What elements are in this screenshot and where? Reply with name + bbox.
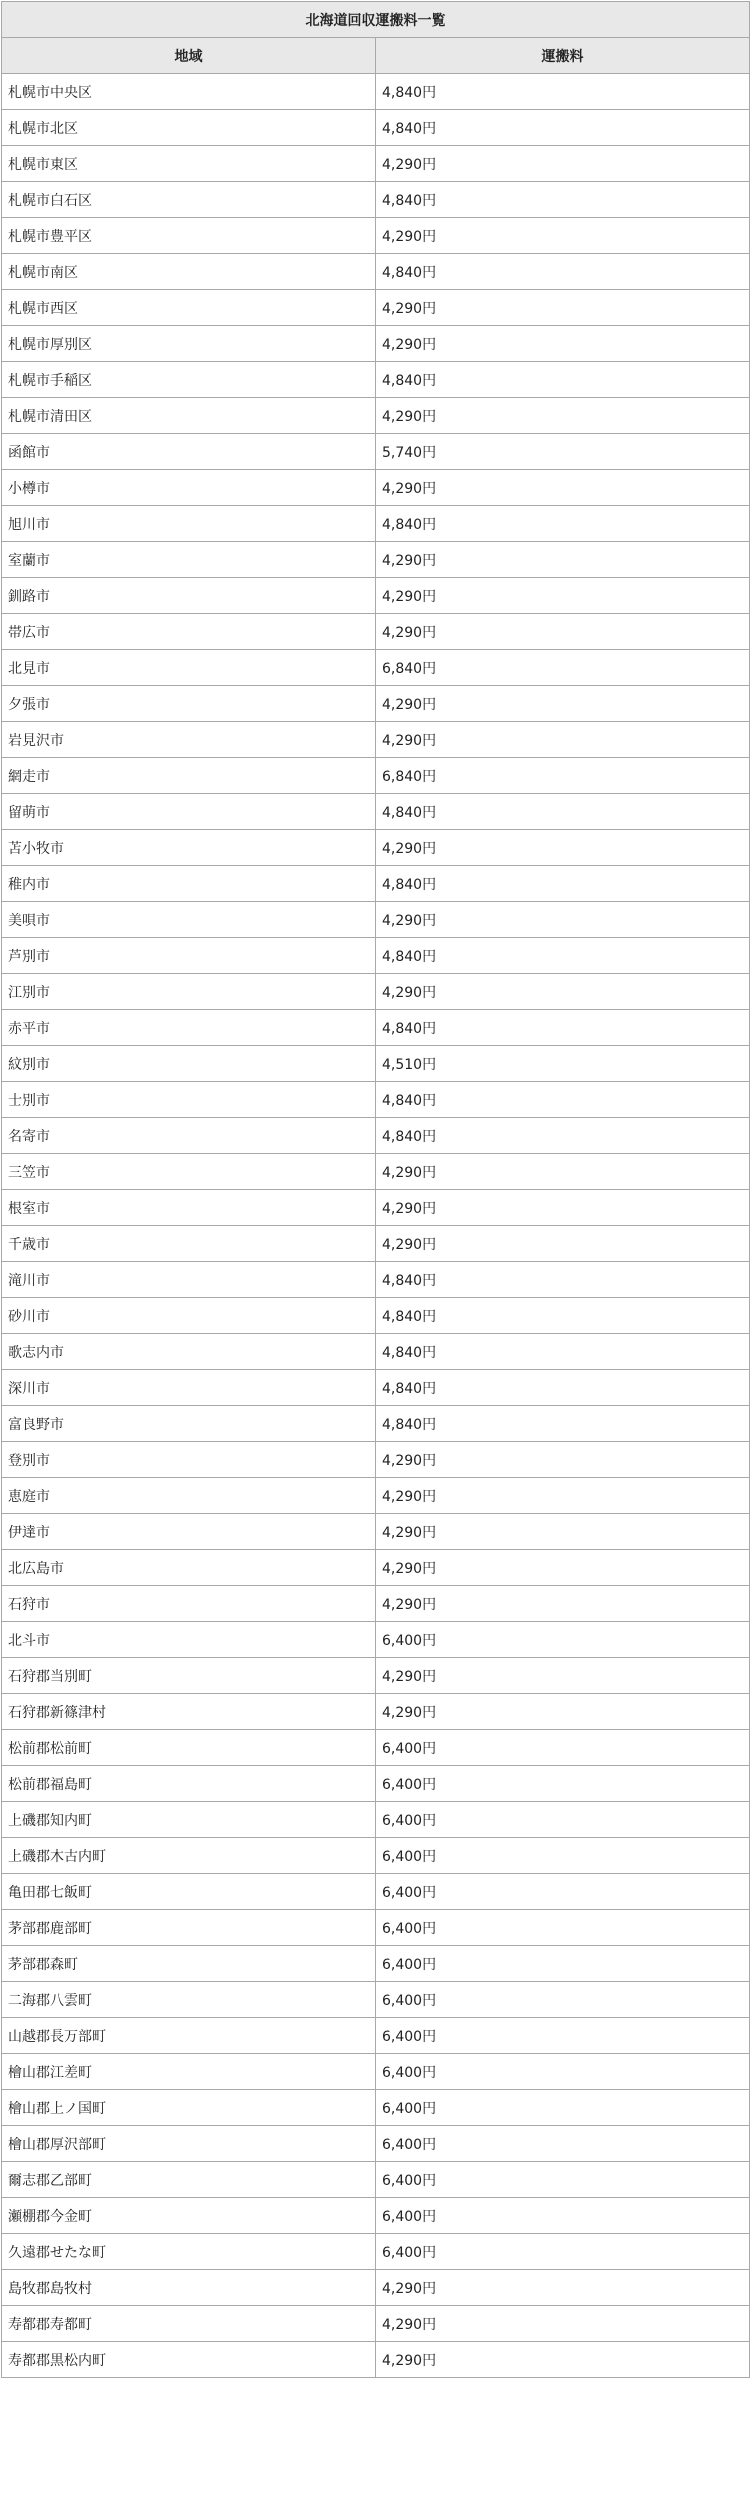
- table-row: [2, 290, 750, 326]
- region-cell: 寿都郡寿都町: [2, 2306, 376, 2342]
- region-cell: 留萌市: [2, 794, 376, 830]
- region-cell: 寿都郡黒松内町: [2, 2342, 376, 2378]
- fee-cell: 6,400円: [376, 2018, 750, 2054]
- table-row: [2, 1406, 750, 1442]
- region-cell: 岩見沢市: [2, 722, 376, 758]
- table-row: [2, 1226, 750, 1262]
- fee-cell: 6,840円: [376, 650, 750, 686]
- table-row: [2, 326, 750, 362]
- fee-cell: 6,400円: [376, 2234, 750, 2270]
- fee-cell: 4,290円: [376, 722, 750, 758]
- table-row: [2, 1334, 750, 1370]
- table-row: [2, 2054, 750, 2090]
- table-row: [2, 1154, 750, 1190]
- fee-cell: 6,400円: [376, 2162, 750, 2198]
- table-row: [2, 398, 750, 434]
- table-row: [2, 614, 750, 650]
- fee-cell: 4,290円: [376, 2270, 750, 2306]
- table-row: [2, 1658, 750, 1694]
- fee-cell: 4,290円: [376, 398, 750, 434]
- region-cell: 夕張市: [2, 686, 376, 722]
- fee-cell: 4,290円: [376, 290, 750, 326]
- region-cell: 根室市: [2, 1190, 376, 1226]
- fee-cell: 4,840円: [376, 866, 750, 902]
- table-row: [2, 2342, 750, 2378]
- table-row: [2, 938, 750, 974]
- region-cell: 札幌市白石区: [2, 182, 376, 218]
- region-cell: 千歳市: [2, 1226, 376, 1262]
- region-cell: 松前郡松前町: [2, 1730, 376, 1766]
- region-cell: 札幌市清田区: [2, 398, 376, 434]
- fee-cell: 6,400円: [376, 2126, 750, 2162]
- fee-cell: 4,840円: [376, 506, 750, 542]
- region-cell: 札幌市厚別区: [2, 326, 376, 362]
- region-cell: 札幌市東区: [2, 146, 376, 182]
- fee-cell: 6,400円: [376, 1730, 750, 1766]
- fee-cell: 4,840円: [376, 1082, 750, 1118]
- table-row: [2, 1946, 750, 1982]
- region-cell: 紋別市: [2, 1046, 376, 1082]
- table-row: [2, 1550, 750, 1586]
- table-row: [2, 1838, 750, 1874]
- table-row: [2, 2090, 750, 2126]
- fee-cell: 4,290円: [376, 326, 750, 362]
- region-cell: 瀬棚郡今金町: [2, 2198, 376, 2234]
- fee-cell: 4,290円: [376, 614, 750, 650]
- fee-cell: 4,290円: [376, 1514, 750, 1550]
- region-cell: 砂川市: [2, 1298, 376, 1334]
- fee-cell: 4,840円: [376, 1406, 750, 1442]
- fee-cell: 4,290円: [376, 146, 750, 182]
- fee-cell: 4,840円: [376, 1118, 750, 1154]
- fee-cell: 4,840円: [376, 254, 750, 290]
- fee-cell: 4,510円: [376, 1046, 750, 1082]
- fee-cell: 4,290円: [376, 686, 750, 722]
- region-cell: 茅部郡鹿部町: [2, 1910, 376, 1946]
- region-cell: 島牧郡島牧村: [2, 2270, 376, 2306]
- table-row: [2, 2126, 750, 2162]
- table-row: [2, 1874, 750, 1910]
- fee-cell: 6,840円: [376, 758, 750, 794]
- table-row: [2, 1190, 750, 1226]
- table-row: [2, 1298, 750, 1334]
- table-row: [2, 542, 750, 578]
- fee-cell: 4,840円: [376, 182, 750, 218]
- region-cell: 名寄市: [2, 1118, 376, 1154]
- table-row: [2, 1082, 750, 1118]
- fee-cell: 4,290円: [376, 1478, 750, 1514]
- fee-cell: 4,290円: [376, 1586, 750, 1622]
- table-row: [2, 1370, 750, 1406]
- fee-cell: 4,290円: [376, 830, 750, 866]
- region-cell: 士別市: [2, 1082, 376, 1118]
- region-cell: 網走市: [2, 758, 376, 794]
- fee-cell: 4,290円: [376, 470, 750, 506]
- region-cell: 江別市: [2, 974, 376, 1010]
- region-cell: 室蘭市: [2, 542, 376, 578]
- table-row: [2, 1118, 750, 1154]
- table-row: [2, 650, 750, 686]
- fee-cell: 4,840円: [376, 938, 750, 974]
- fee-cell: 6,400円: [376, 1982, 750, 2018]
- table-row: [2, 1010, 750, 1046]
- table-row: [2, 110, 750, 146]
- table-row: [2, 830, 750, 866]
- table-row: [2, 1586, 750, 1622]
- fee-cell: 6,400円: [376, 1874, 750, 1910]
- table-row: [2, 1766, 750, 1802]
- fee-cell: 4,840円: [376, 74, 750, 110]
- table-row: [2, 2162, 750, 2198]
- table-row: [2, 1730, 750, 1766]
- region-cell: 恵庭市: [2, 1478, 376, 1514]
- region-cell: 久遠郡せたな町: [2, 2234, 376, 2270]
- fee-cell: 4,840円: [376, 362, 750, 398]
- region-cell: 三笠市: [2, 1154, 376, 1190]
- table-row: [2, 1442, 750, 1478]
- region-cell: 稚内市: [2, 866, 376, 902]
- region-cell: 北斗市: [2, 1622, 376, 1658]
- fee-cell: 4,290円: [376, 1550, 750, 1586]
- region-cell: 茅部郡森町: [2, 1946, 376, 1982]
- region-cell: 山越郡長万部町: [2, 2018, 376, 2054]
- region-cell: 小樽市: [2, 470, 376, 506]
- table-row: [2, 470, 750, 506]
- fee-cell: 4,840円: [376, 1010, 750, 1046]
- header-row: [2, 38, 750, 74]
- region-cell: 上磯郡木古内町: [2, 1838, 376, 1874]
- region-cell: 北広島市: [2, 1550, 376, 1586]
- table-row: [2, 974, 750, 1010]
- table-row: [2, 866, 750, 902]
- region-cell: 檜山郡厚沢部町: [2, 2126, 376, 2162]
- fee-cell: 6,400円: [376, 2090, 750, 2126]
- region-cell: 石狩郡新篠津村: [2, 1694, 376, 1730]
- table-row: [2, 2306, 750, 2342]
- table-row: [2, 1802, 750, 1838]
- table-row: [2, 1622, 750, 1658]
- fee-cell: 4,290円: [376, 902, 750, 938]
- table-row: [2, 146, 750, 182]
- region-cell: 苫小牧市: [2, 830, 376, 866]
- region-cell: 亀田郡七飯町: [2, 1874, 376, 1910]
- table-row: [2, 1514, 750, 1550]
- region-cell: 檜山郡上ノ国町: [2, 2090, 376, 2126]
- fee-cell: 4,290円: [376, 578, 750, 614]
- fee-cell: 4,290円: [376, 2306, 750, 2342]
- table-row: [2, 218, 750, 254]
- fee-cell: 4,840円: [376, 1262, 750, 1298]
- fee-cell: 4,290円: [376, 218, 750, 254]
- table-row: [2, 254, 750, 290]
- table-row: [2, 1982, 750, 2018]
- fee-cell: 5,740円: [376, 434, 750, 470]
- region-cell: 帯広市: [2, 614, 376, 650]
- table-row: [2, 2198, 750, 2234]
- region-cell: 伊達市: [2, 1514, 376, 1550]
- fee-cell: 4,840円: [376, 1370, 750, 1406]
- region-cell: 札幌市手稲区: [2, 362, 376, 398]
- region-cell: 札幌市西区: [2, 290, 376, 326]
- region-cell: 深川市: [2, 1370, 376, 1406]
- table-row: [2, 362, 750, 398]
- table-row: [2, 2270, 750, 2306]
- fee-cell: 6,400円: [376, 1766, 750, 1802]
- region-cell: 松前郡福島町: [2, 1766, 376, 1802]
- table-row: [2, 794, 750, 830]
- region-cell: 函館市: [2, 434, 376, 470]
- region-cell: 爾志郡乙部町: [2, 2162, 376, 2198]
- fee-cell: 6,400円: [376, 1946, 750, 1982]
- region-cell: 札幌市豊平区: [2, 218, 376, 254]
- region-cell: 歌志内市: [2, 1334, 376, 1370]
- fee-table-body: [2, 74, 750, 2378]
- fee-cell: 4,840円: [376, 110, 750, 146]
- column-header-fee: 運搬料: [376, 38, 750, 74]
- title-row: [2, 2, 750, 38]
- region-cell: 北見市: [2, 650, 376, 686]
- table-row: [2, 2018, 750, 2054]
- fee-cell: 4,290円: [376, 974, 750, 1010]
- fee-cell: 4,290円: [376, 1442, 750, 1478]
- fee-cell: 4,840円: [376, 1298, 750, 1334]
- table-row: [2, 902, 750, 938]
- table-row: [2, 1478, 750, 1514]
- region-cell: 美唄市: [2, 902, 376, 938]
- table-row: [2, 182, 750, 218]
- column-header-region: 地域: [2, 38, 376, 74]
- fee-cell: 6,400円: [376, 1910, 750, 1946]
- region-cell: 札幌市北区: [2, 110, 376, 146]
- table-title: 北海道回収運搬料一覧: [2, 2, 750, 38]
- table-row: [2, 1910, 750, 1946]
- region-cell: 石狩郡当別町: [2, 1658, 376, 1694]
- fee-cell: 4,290円: [376, 542, 750, 578]
- table-row: [2, 686, 750, 722]
- fee-cell: 6,400円: [376, 1622, 750, 1658]
- fee-cell: 6,400円: [376, 1838, 750, 1874]
- fee-cell: 4,290円: [376, 1190, 750, 1226]
- table-row: [2, 2234, 750, 2270]
- fee-cell: 4,290円: [376, 1226, 750, 1262]
- fee-cell: 6,400円: [376, 2054, 750, 2090]
- table-row: [2, 1694, 750, 1730]
- fee-cell: 4,840円: [376, 794, 750, 830]
- fee-cell: 4,840円: [376, 1334, 750, 1370]
- fee-cell: 4,290円: [376, 1658, 750, 1694]
- region-cell: 登別市: [2, 1442, 376, 1478]
- fee-cell: 6,400円: [376, 2198, 750, 2234]
- region-cell: 檜山郡江差町: [2, 2054, 376, 2090]
- region-cell: 芦別市: [2, 938, 376, 974]
- region-cell: 赤平市: [2, 1010, 376, 1046]
- fee-cell: 6,400円: [376, 1802, 750, 1838]
- region-cell: 富良野市: [2, 1406, 376, 1442]
- fee-cell: 4,290円: [376, 2342, 750, 2378]
- region-cell: 二海郡八雲町: [2, 1982, 376, 2018]
- region-cell: 札幌市中央区: [2, 74, 376, 110]
- region-cell: 旭川市: [2, 506, 376, 542]
- table-row: [2, 1046, 750, 1082]
- region-cell: 上磯郡知内町: [2, 1802, 376, 1838]
- fee-cell: 4,290円: [376, 1154, 750, 1190]
- table-row: [2, 1262, 750, 1298]
- region-cell: 札幌市南区: [2, 254, 376, 290]
- region-cell: 滝川市: [2, 1262, 376, 1298]
- fee-table: [1, 1, 750, 2378]
- region-cell: 石狩市: [2, 1586, 376, 1622]
- region-cell: 釧路市: [2, 578, 376, 614]
- table-row: [2, 578, 750, 614]
- table-row: [2, 758, 750, 794]
- table-row: [2, 722, 750, 758]
- table-row: [2, 506, 750, 542]
- fee-table-head: [2, 2, 750, 74]
- table-row: [2, 434, 750, 470]
- table-row: [2, 74, 750, 110]
- fee-cell: 4,290円: [376, 1694, 750, 1730]
